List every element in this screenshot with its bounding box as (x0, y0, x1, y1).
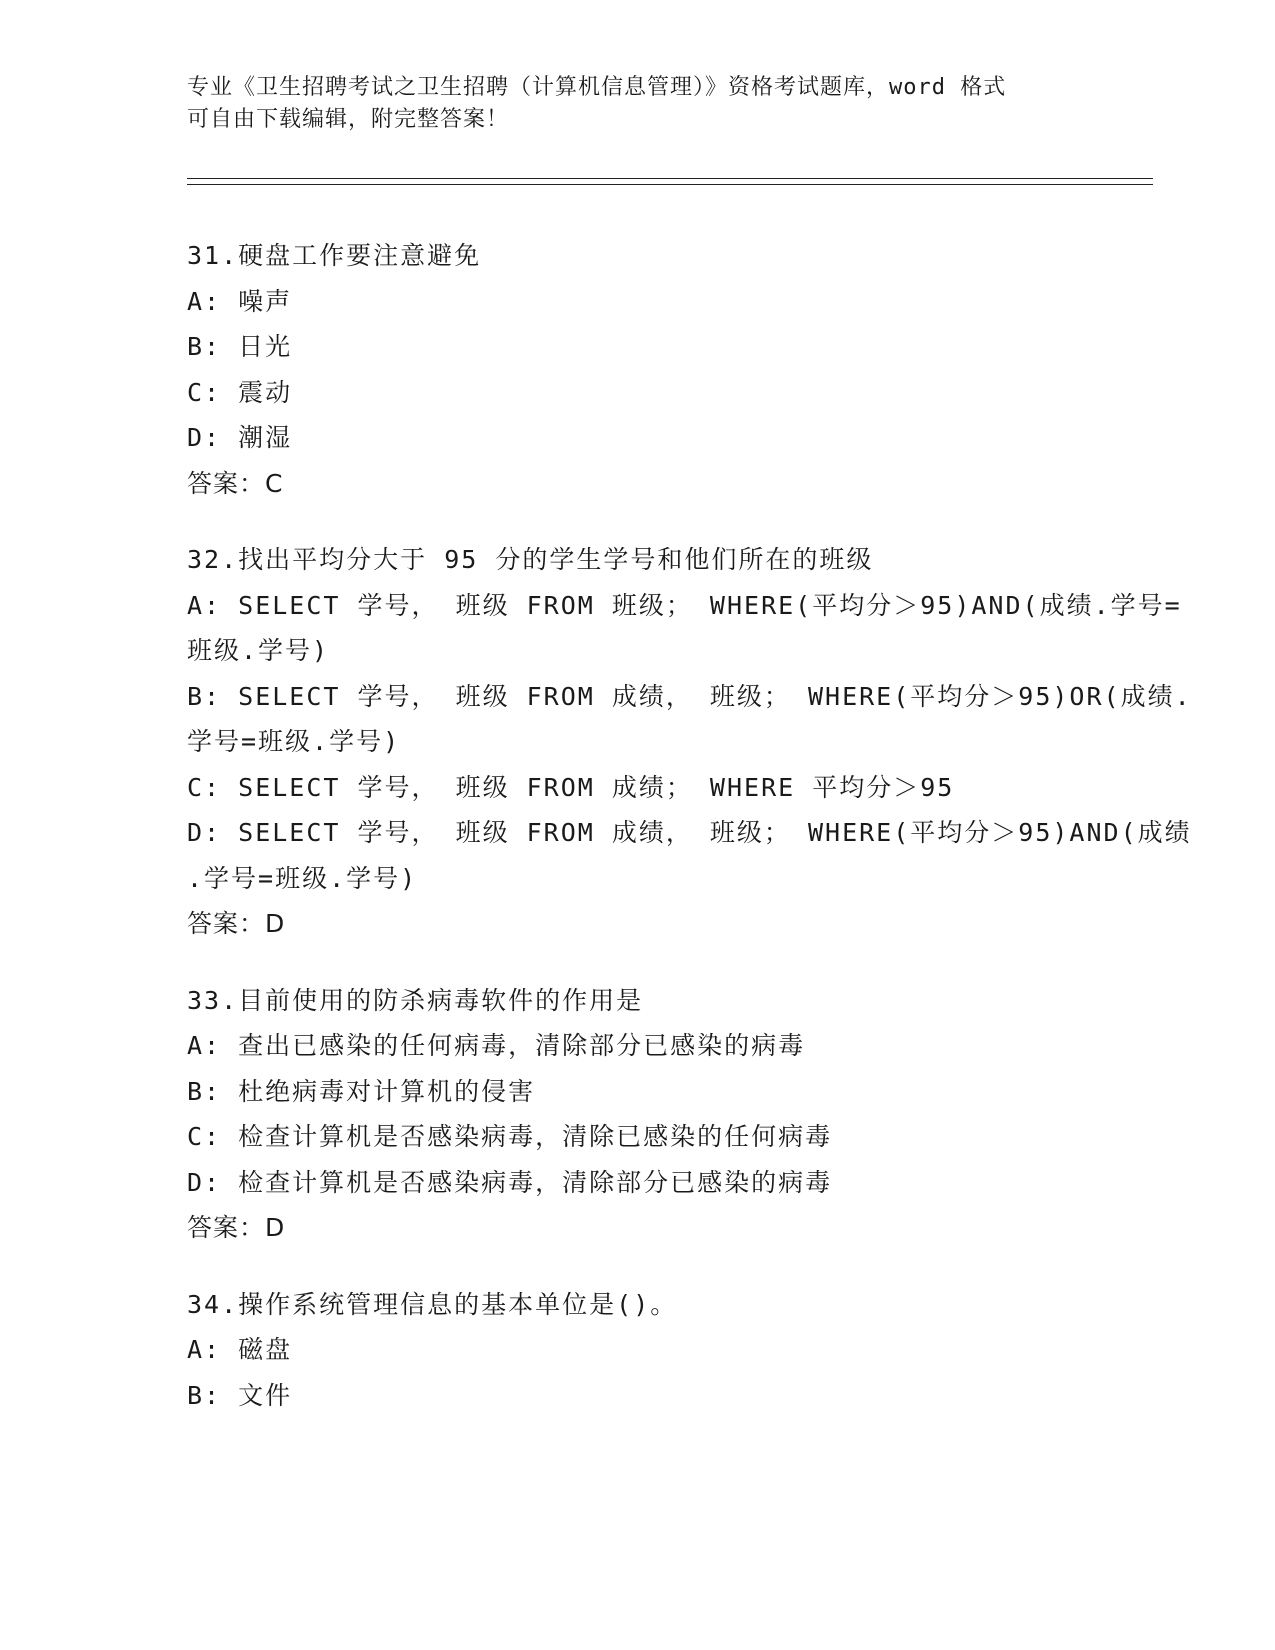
option-b-continued: 学号=班级.学号) (187, 727, 401, 756)
header-divider-bottom (187, 184, 1153, 185)
question-32 (187, 537, 1192, 947)
question-33 (187, 978, 1087, 1251)
question-31 (187, 233, 1087, 506)
option-a: A: 磁盘 (187, 1335, 293, 1364)
document-header (187, 72, 1067, 136)
option-b: B: 杜绝病毒对计算机的侵害 (187, 1076, 536, 1106)
option-b: B: 文件 (187, 1380, 293, 1410)
option-b: B: 日光 (187, 332, 293, 361)
question-stem: 31.硬盘工作要注意避免 (187, 241, 482, 270)
option-c: C: SELECT 学号， 班级 FROM 成绩； WHERE 平均分＞95 (187, 772, 955, 802)
header-divider-top (187, 178, 1153, 179)
option-a-continued: 班级.学号) (187, 636, 330, 665)
option-a: A: 噪声 (187, 286, 293, 316)
option-d-continued: .学号=班级.学号) (187, 863, 418, 893)
option-d: D: 潮湿 (187, 423, 293, 452)
option-d: D: SELECT 学号， 班级 FROM 成绩， 班级； WHERE(平均分＞95)AND(成绩 (187, 818, 1192, 847)
option-b: B: SELECT 学号， 班级 FROM 成绩， 班级； WHERE(平均分＞95)OR(成绩. (187, 681, 1192, 711)
answer: 答案：D (187, 1213, 286, 1242)
answer: 答案：C (187, 468, 284, 498)
question-stem: 32.找出平均分大于 95 分的学生学号和他们所在的班级 (187, 545, 874, 574)
question-stem: 34.操作系统管理信息的基本单位是()。 (187, 1289, 678, 1319)
option-a: A: SELECT 学号， 班级 FROM 班级； WHERE(平均分＞95)AND(成绩.学号= (187, 590, 1182, 620)
header-line-2: 可自由下载编辑，附完整答案！ (187, 107, 510, 132)
header-line-1: 专业《卫生招聘考试之卫生招聘（计算机信息管理）》资格考试题库，word 格式 (187, 75, 1007, 100)
answer: 答案：D (187, 909, 286, 938)
question-34 (187, 1282, 1087, 1419)
option-c: C: 检查计算机是否感染病毒，清除已感染的任何病毒 (187, 1122, 833, 1151)
option-d: D: 检查计算机是否感染病毒，清除部分已感染的病毒 (187, 1167, 833, 1197)
option-a: A: 查出已感染的任何病毒，清除部分已感染的病毒 (187, 1031, 806, 1060)
question-list (187, 233, 1192, 1449)
question-stem: 33.目前使用的防杀病毒软件的作用是 (187, 985, 644, 1015)
option-c: C: 震动 (187, 377, 293, 407)
